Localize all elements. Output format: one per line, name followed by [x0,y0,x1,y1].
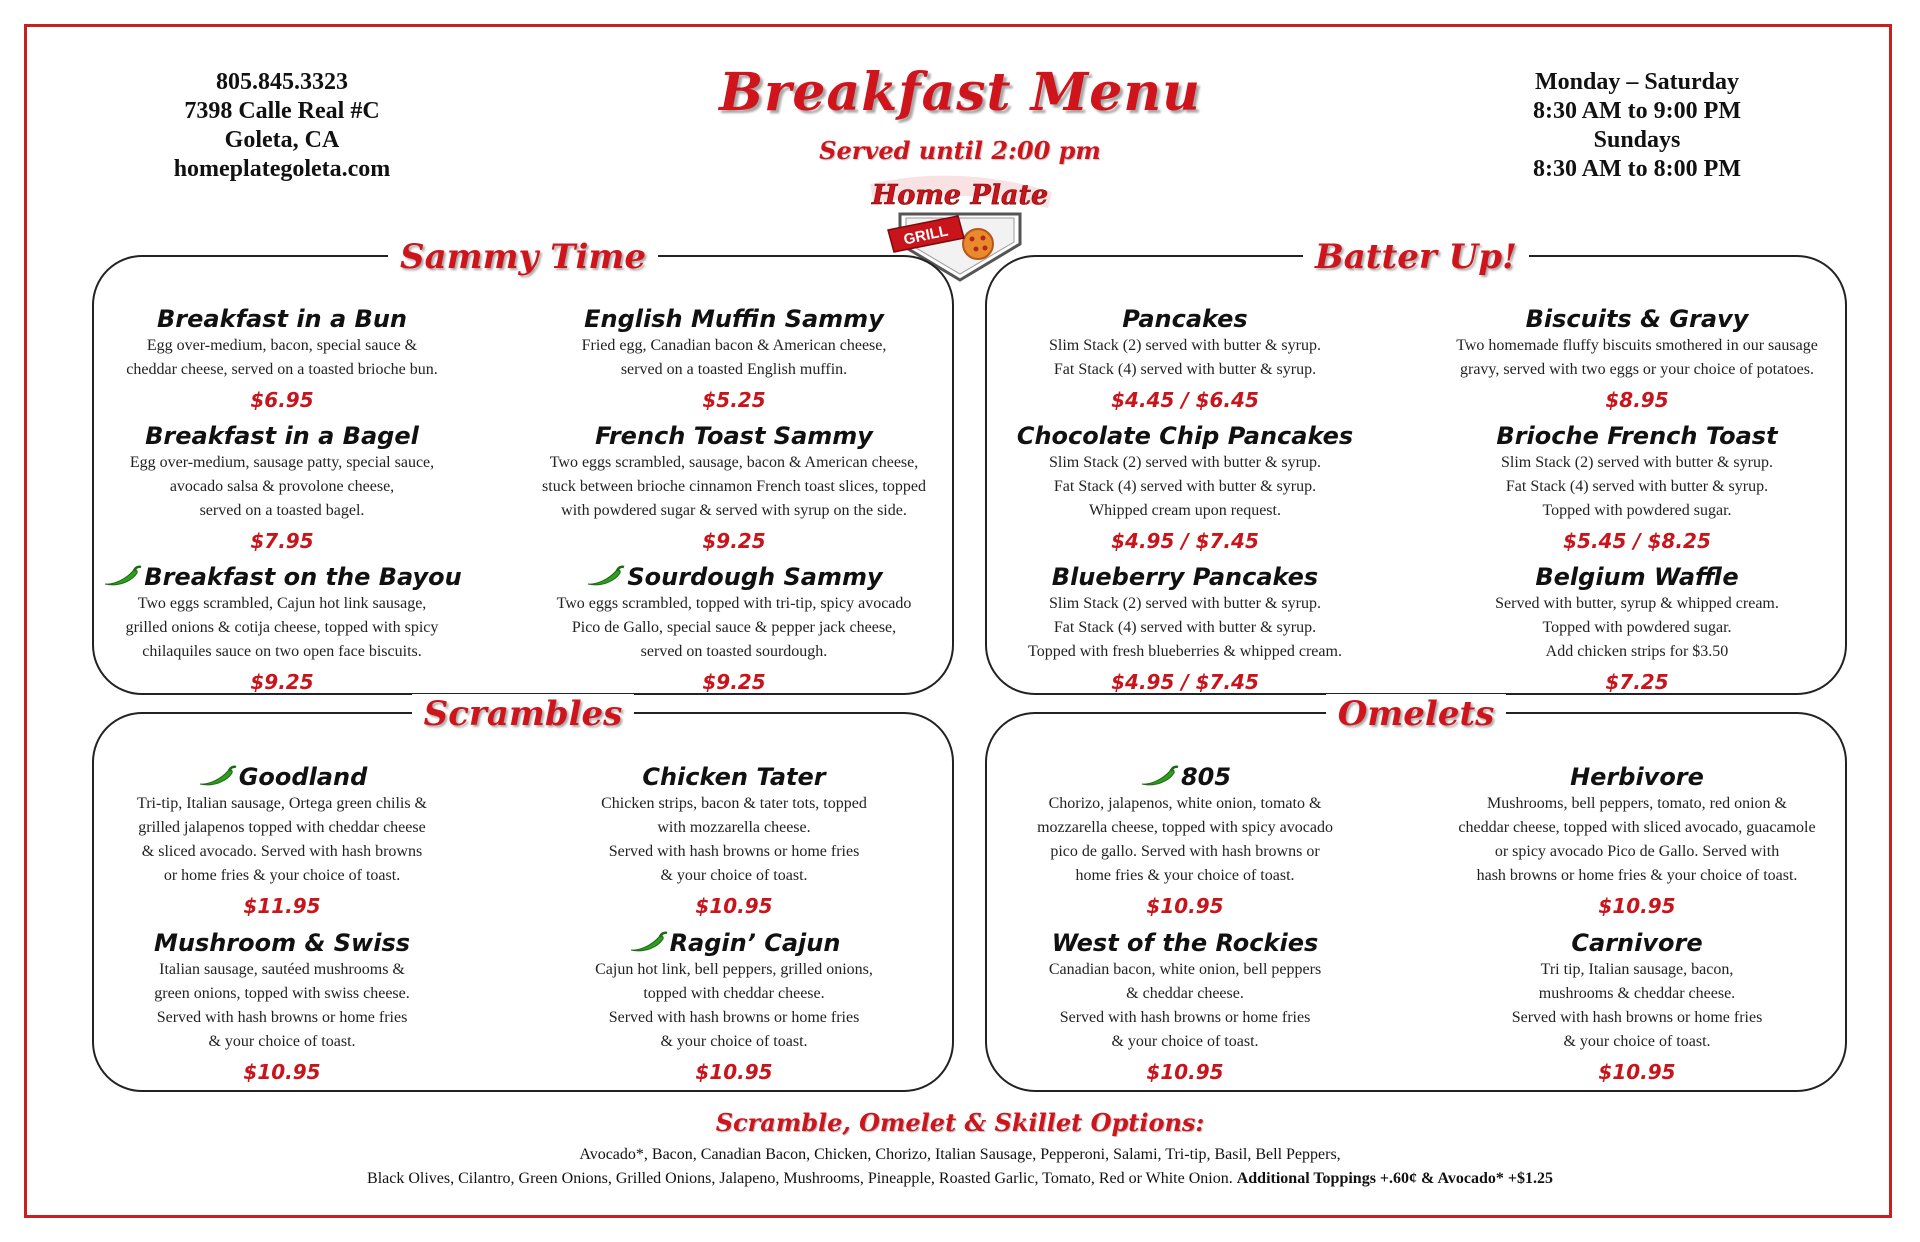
menu-item[interactable] [62,421,502,553]
item-description: Chicken strips, bacon & tater tots, topped with mozzarella cheese. Served with hash browns or home fries & your choice of toast. [601,795,867,884]
hours-days-weekday: Monday – Saturday [1534,69,1740,95]
menu-item[interactable] [1417,421,1857,553]
item-name: Carnivore [1571,929,1703,957]
section-title: Omelets [1326,694,1507,734]
menu-item[interactable] [514,562,954,694]
item-description: Egg over-medium, bacon, special sauce & cheddar cheese, served on a toasted brioche bun. [126,337,438,378]
street-address: 7398 Calle Real #C [184,98,380,124]
item-description: Tri-tip, Italian sausage, Ortega green chilis & grilled jalapenos topped with cheddar cheese & sliced avocado. Served with hash browns or home fries & your choice of toast. [137,795,427,884]
item-description: Slim Stack (2) served with butter & syrup. Fat Stack (4) served with butter & syrup. Topped with powdered sugar. [1501,454,1773,519]
chili-pepper-icon [585,565,625,587]
item-price: $6.95 [250,388,314,412]
item-description: Two eggs scrambled, Cajun hot link sausage, grilled onions & cotija cheese, topped with spicy chilaquiles sauce on two open face biscuits. [125,595,439,660]
menu-item[interactable] [1417,304,1857,412]
item-price: $5.25 [702,388,766,412]
item-description: Tri tip, Italian sausage, bacon, mushrooms & cheddar cheese. Served with hash browns or home fries & your choice of toast. [1511,961,1763,1050]
chili-pepper-icon [197,765,237,787]
panel-title [94,237,952,277]
menu-item[interactable] [1417,928,1857,1084]
panel-title [94,694,952,734]
item-name: Pancakes [1122,305,1248,333]
menu-item[interactable] [965,562,1405,694]
item-price: $7.95 [250,529,314,553]
chili-pepper-icon [102,565,142,587]
item-name: 805 [965,762,1405,792]
item-price: $9.25 [702,529,766,553]
item-description: Fried egg, Canadian bacon & American cheese, served on a toasted English muffin. [581,337,887,378]
item-description: Slim Stack (2) served with butter & syrup. Fat Stack (4) served with butter & syrup. Topped with fresh blueberries & whipped cream. [1028,595,1342,660]
options-list-text: Black Olives, Cilantro, Green Onions, Grilled Onions, Jalapeno, Mushrooms, Pineapple, Roasted Garlic, Tomato, Red or White Onion. [367,1170,1233,1187]
menu-item[interactable] [514,421,954,553]
options-list-line-2 [160,1168,1760,1190]
item-price: $10.95 [243,1060,321,1084]
item-description: Egg over-medium, sausage patty, special sauce, avocado salsa & provolone cheese, served on a toasted bagel. [129,454,435,519]
item-price: $8.95 [1605,388,1669,412]
item-name: Herbivore [1570,763,1704,791]
logo-name-text: Home Plate [871,180,1049,211]
city: Goleta, CA [224,127,340,153]
item-name: Ragin’ Cajun [514,928,954,958]
item-price: $10.95 [1146,1060,1224,1084]
item-name: Mushroom & Swiss [153,929,411,957]
phone-number: 805.845.3323 [216,69,348,95]
menu-item[interactable] [62,928,502,1084]
item-price: $4.95 / $7.45 [1111,529,1259,553]
item-name: Blueberry Pancakes [1051,563,1319,591]
item-name: Brioche French Toast [1496,422,1778,450]
item-price: $9.25 [250,670,314,694]
item-description: Italian sausage, sautéed mushrooms & green onions, topped with swiss cheese. Served with hash browns or home fries & your choice of toast. [154,961,410,1050]
menu-item[interactable] [62,762,502,918]
item-name: Belgium Waffle [1535,563,1739,591]
section-title: Batter Up! [1303,237,1529,277]
logo-grill-text: GRILL [902,222,950,249]
item-price: $9.25 [702,670,766,694]
item-name: Breakfast in a Bun [157,305,407,333]
website-link[interactable]: homeplategoleta.com [173,156,391,182]
panel-title [987,237,1845,277]
item-price: $4.45 / $6.45 [1111,388,1259,412]
options-list-line-1: Avocado*, Bacon, Canadian Bacon, Chicken, Chorizo, Italian Sausage, Pepperoni, Salami, Tri-tip, Basil, Bell Peppers, [579,1146,1341,1163]
item-description: Mushrooms, bell peppers, tomato, red onion & cheddar cheese, topped with sliced avocado, guacamole or spicy avocado Pico de Gallo. Served with hash browns or home fries & your choice of toast. [1458,795,1816,884]
contact-info [112,68,452,184]
menu-item[interactable] [62,562,502,694]
chili-pepper-icon [628,931,668,953]
item-name: Chicken Tater [642,763,826,791]
item-description: Two homemade fluffy biscuits smothered in our sausage gravy, served with two eggs or your choice of potatoes. [1456,337,1818,378]
item-description: Slim Stack (2) served with butter & syrup. Fat Stack (4) served with butter & syrup. Whipped cream upon request. [1049,454,1321,519]
options-title: Scramble, Omelet & Skillet Options: [715,1108,1205,1137]
hours-time-sunday: 8:30 AM to 8:00 PM [1533,156,1741,182]
item-price: $10.95 [1146,894,1224,918]
hours-time-weekday: 8:30 AM to 9:00 PM [1533,98,1741,124]
menu-item[interactable] [965,304,1405,412]
menu-item[interactable] [965,421,1405,553]
item-name: Sourdough Sammy [514,562,954,592]
item-description: Two eggs scrambled, topped with tri-tip, spicy avocado Pico de Gallo, special sauce & pepper jack cheese, served on toasted sourdough. [556,595,912,660]
section-title: Sammy Time [388,237,658,277]
item-description: Two eggs scrambled, sausage, bacon & American cheese, stuck between brioche cinnamon French toast slices, topped with powdered sugar & served with syrup on the side. [542,454,926,519]
served-until: Served until 2:00 pm [819,136,1101,165]
menu-item[interactable] [514,928,954,1084]
menu-item[interactable] [1417,562,1857,694]
item-price: $4.95 / $7.45 [1111,670,1259,694]
item-description: Served with butter, syrup & whipped cream. Topped with powdered sugar. Add chicken strips for $3.50 [1495,595,1779,660]
menu-item[interactable] [514,762,954,918]
item-description: Chorizo, jalapenos, white onion, tomato & mozzarella cheese, topped with spicy avocado pico de gallo. Served with hash browns or home fries & your choice of toast. [1037,795,1333,884]
item-price: $10.95 [695,1060,773,1084]
item-price: $11.95 [243,894,321,918]
item-price: $10.95 [1598,1060,1676,1084]
panel-title [987,694,1845,734]
item-name: French Toast Sammy [595,422,873,450]
menu-item[interactable] [965,928,1405,1084]
item-name: Biscuits & Gravy [1525,305,1749,333]
section-title: Scrambles [412,694,635,734]
item-name: Chocolate Chip Pancakes [1016,422,1354,450]
item-name: Breakfast in a Bagel [145,422,419,450]
item-price: $7.25 [1605,670,1669,694]
item-name: West of the Rockies [1051,929,1319,957]
chili-pepper-icon [1139,765,1179,787]
page-title: Breakfast Menu [719,62,1201,123]
menu-item[interactable] [514,304,954,412]
opening-hours [1467,68,1807,184]
item-price: $5.45 / $8.25 [1563,529,1711,553]
item-name: English Muffin Sammy [584,305,884,333]
menu-item[interactable] [1417,762,1857,918]
item-price: $10.95 [1598,894,1676,918]
item-description: Cajun hot link, bell peppers, grilled onions, topped with cheddar cheese. Served with hash browns or home fries & your choice of toast. [595,961,873,1050]
menu-item[interactable] [965,762,1405,918]
item-name: Breakfast on the Bayou [62,562,502,592]
hours-days-sunday: Sundays [1593,127,1681,153]
menu-item[interactable] [62,304,502,412]
item-price: $10.95 [695,894,773,918]
additional-toppings-note: Additional Toppings +.60¢ & Avocado* +$1.25 [1236,1170,1553,1187]
item-name: Goodland [62,762,502,792]
item-description: Slim Stack (2) served with butter & syrup. Fat Stack (4) served with butter & syrup. [1049,337,1321,378]
item-description: Canadian bacon, white onion, bell peppers & cheddar cheese. Served with hash browns or home fries & your choice of toast. [1048,961,1322,1050]
